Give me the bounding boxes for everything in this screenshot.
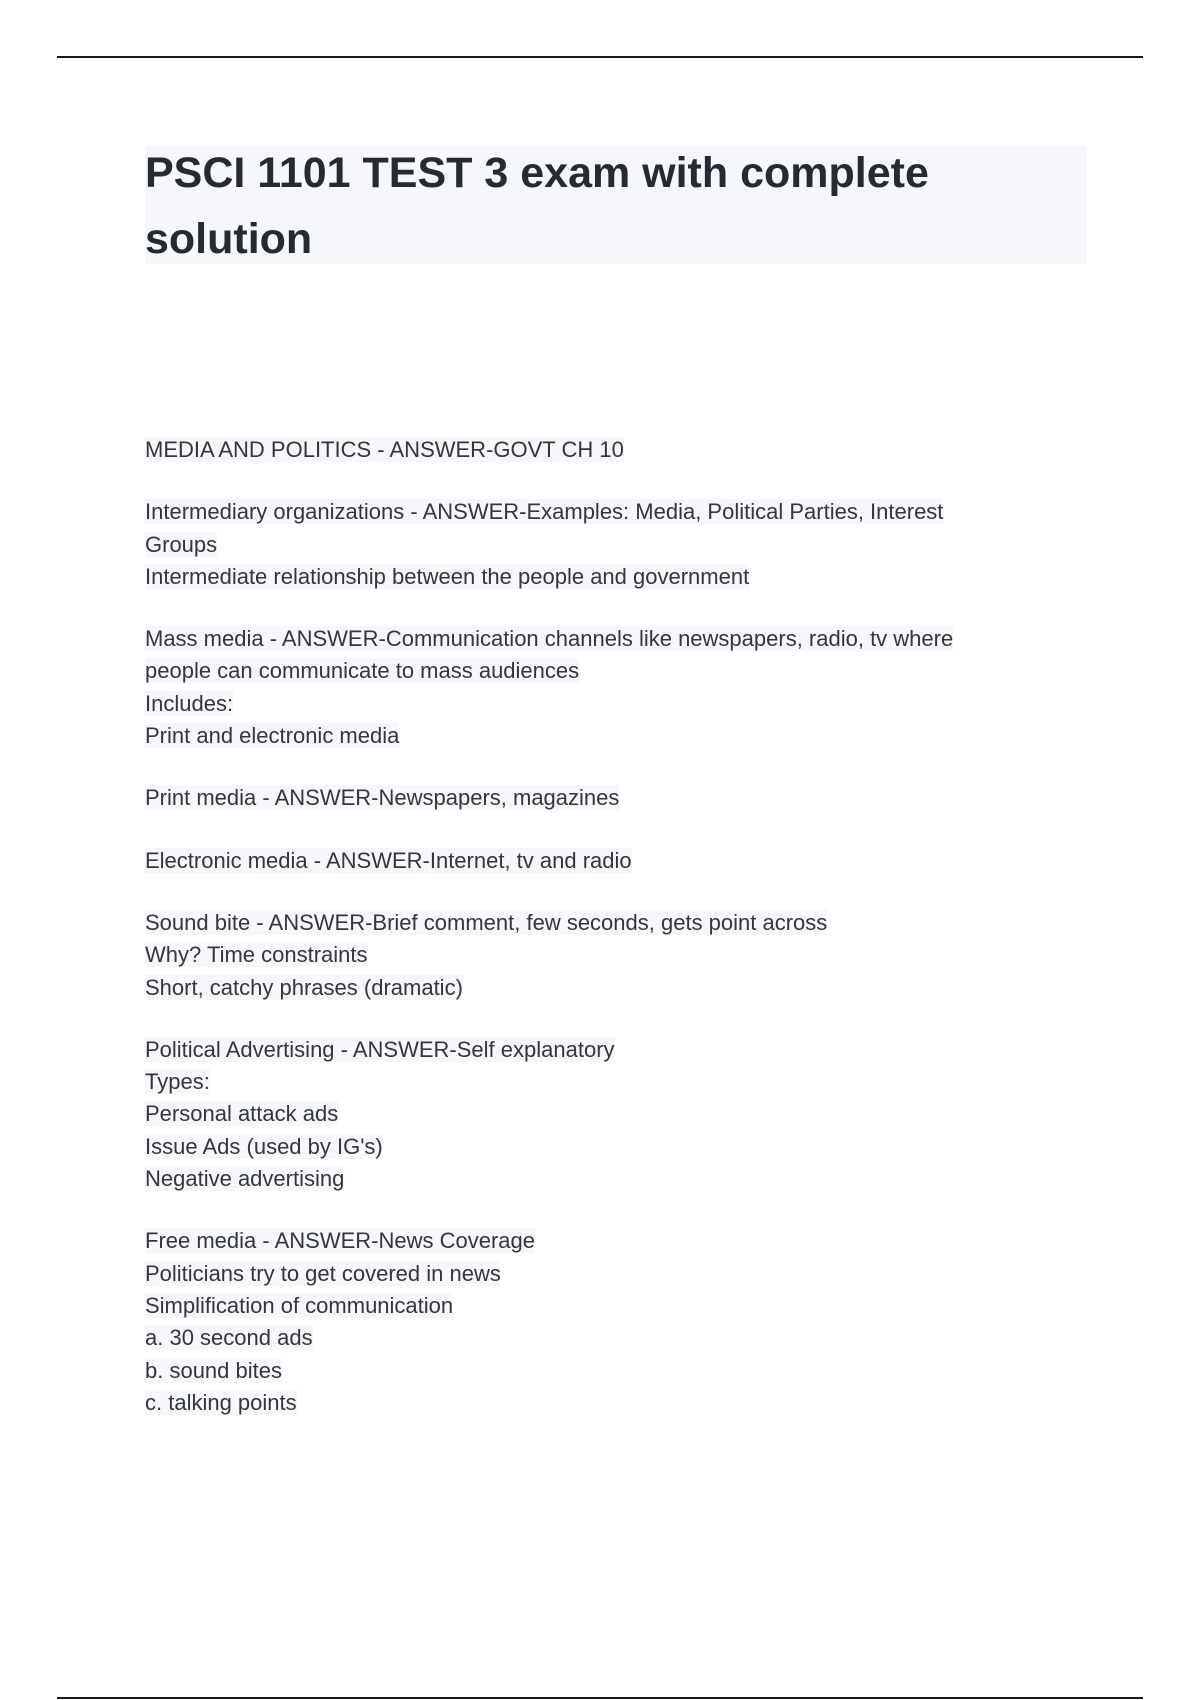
entry-text: Negative advertising [145, 1166, 345, 1192]
qa-entry [145, 907, 1105, 1004]
entry-text: Politicians try to get covered in news [145, 1260, 501, 1286]
entry-text: b. sound bites [145, 1357, 282, 1383]
bottom-divider [57, 1697, 1143, 1699]
entry-text: Issue Ads (used by IG's) [145, 1133, 383, 1159]
qa-entry [145, 434, 1105, 466]
title-block [145, 146, 1087, 264]
entry-text: a. 30 second ads [145, 1325, 313, 1351]
entry-text: Why? Time constraints [145, 942, 368, 968]
document-body [145, 434, 1105, 1449]
document-title [145, 140, 1087, 272]
top-divider [57, 56, 1143, 58]
entry-text: Intermediate relationship between the people and government [145, 563, 750, 589]
entry-text: Political Advertising - ANSWER-Self explanatory [145, 1036, 615, 1062]
title-line-2: solution [145, 215, 313, 263]
qa-entry [145, 845, 1105, 877]
qa-entry [145, 496, 1105, 593]
entry-text: Types: [145, 1069, 210, 1095]
entry-text: Print media - ANSWER-Newspapers, magazines [145, 785, 620, 811]
entry-text: Intermediary organizations - ANSWER-Examples: Media, Political Parties, Interest [145, 499, 944, 525]
entry-text: people can communicate to mass audiences [145, 658, 580, 684]
entry-text: c. talking points [145, 1389, 297, 1415]
qa-entry [145, 1034, 1105, 1195]
qa-entry [145, 1225, 1105, 1419]
entry-text: Mass media - ANSWER-Communication channels like newspapers, radio, tv where [145, 626, 954, 652]
qa-entry [145, 623, 1105, 752]
entry-text: Electronic media - ANSWER-Internet, tv and radio [145, 847, 632, 873]
entry-text: MEDIA AND POLITICS - ANSWER-GOVT CH 10 [145, 437, 624, 462]
qa-entry [145, 782, 1105, 814]
entry-text: Groups [145, 531, 218, 557]
entry-text: Personal attack ads [145, 1101, 339, 1127]
entry-text: Short, catchy phrases (dramatic) [145, 974, 463, 1000]
entry-text: Print and electronic media [145, 723, 400, 749]
entry-text: Includes: [145, 690, 234, 716]
entry-text: Free media - ANSWER-News Coverage [145, 1228, 536, 1254]
entry-text: Sound bite - ANSWER-Brief comment, few seconds, gets point across [145, 909, 828, 935]
entry-text: Simplification of communication [145, 1292, 454, 1318]
title-line-1: PSCI 1101 TEST 3 exam with complete [145, 149, 929, 197]
